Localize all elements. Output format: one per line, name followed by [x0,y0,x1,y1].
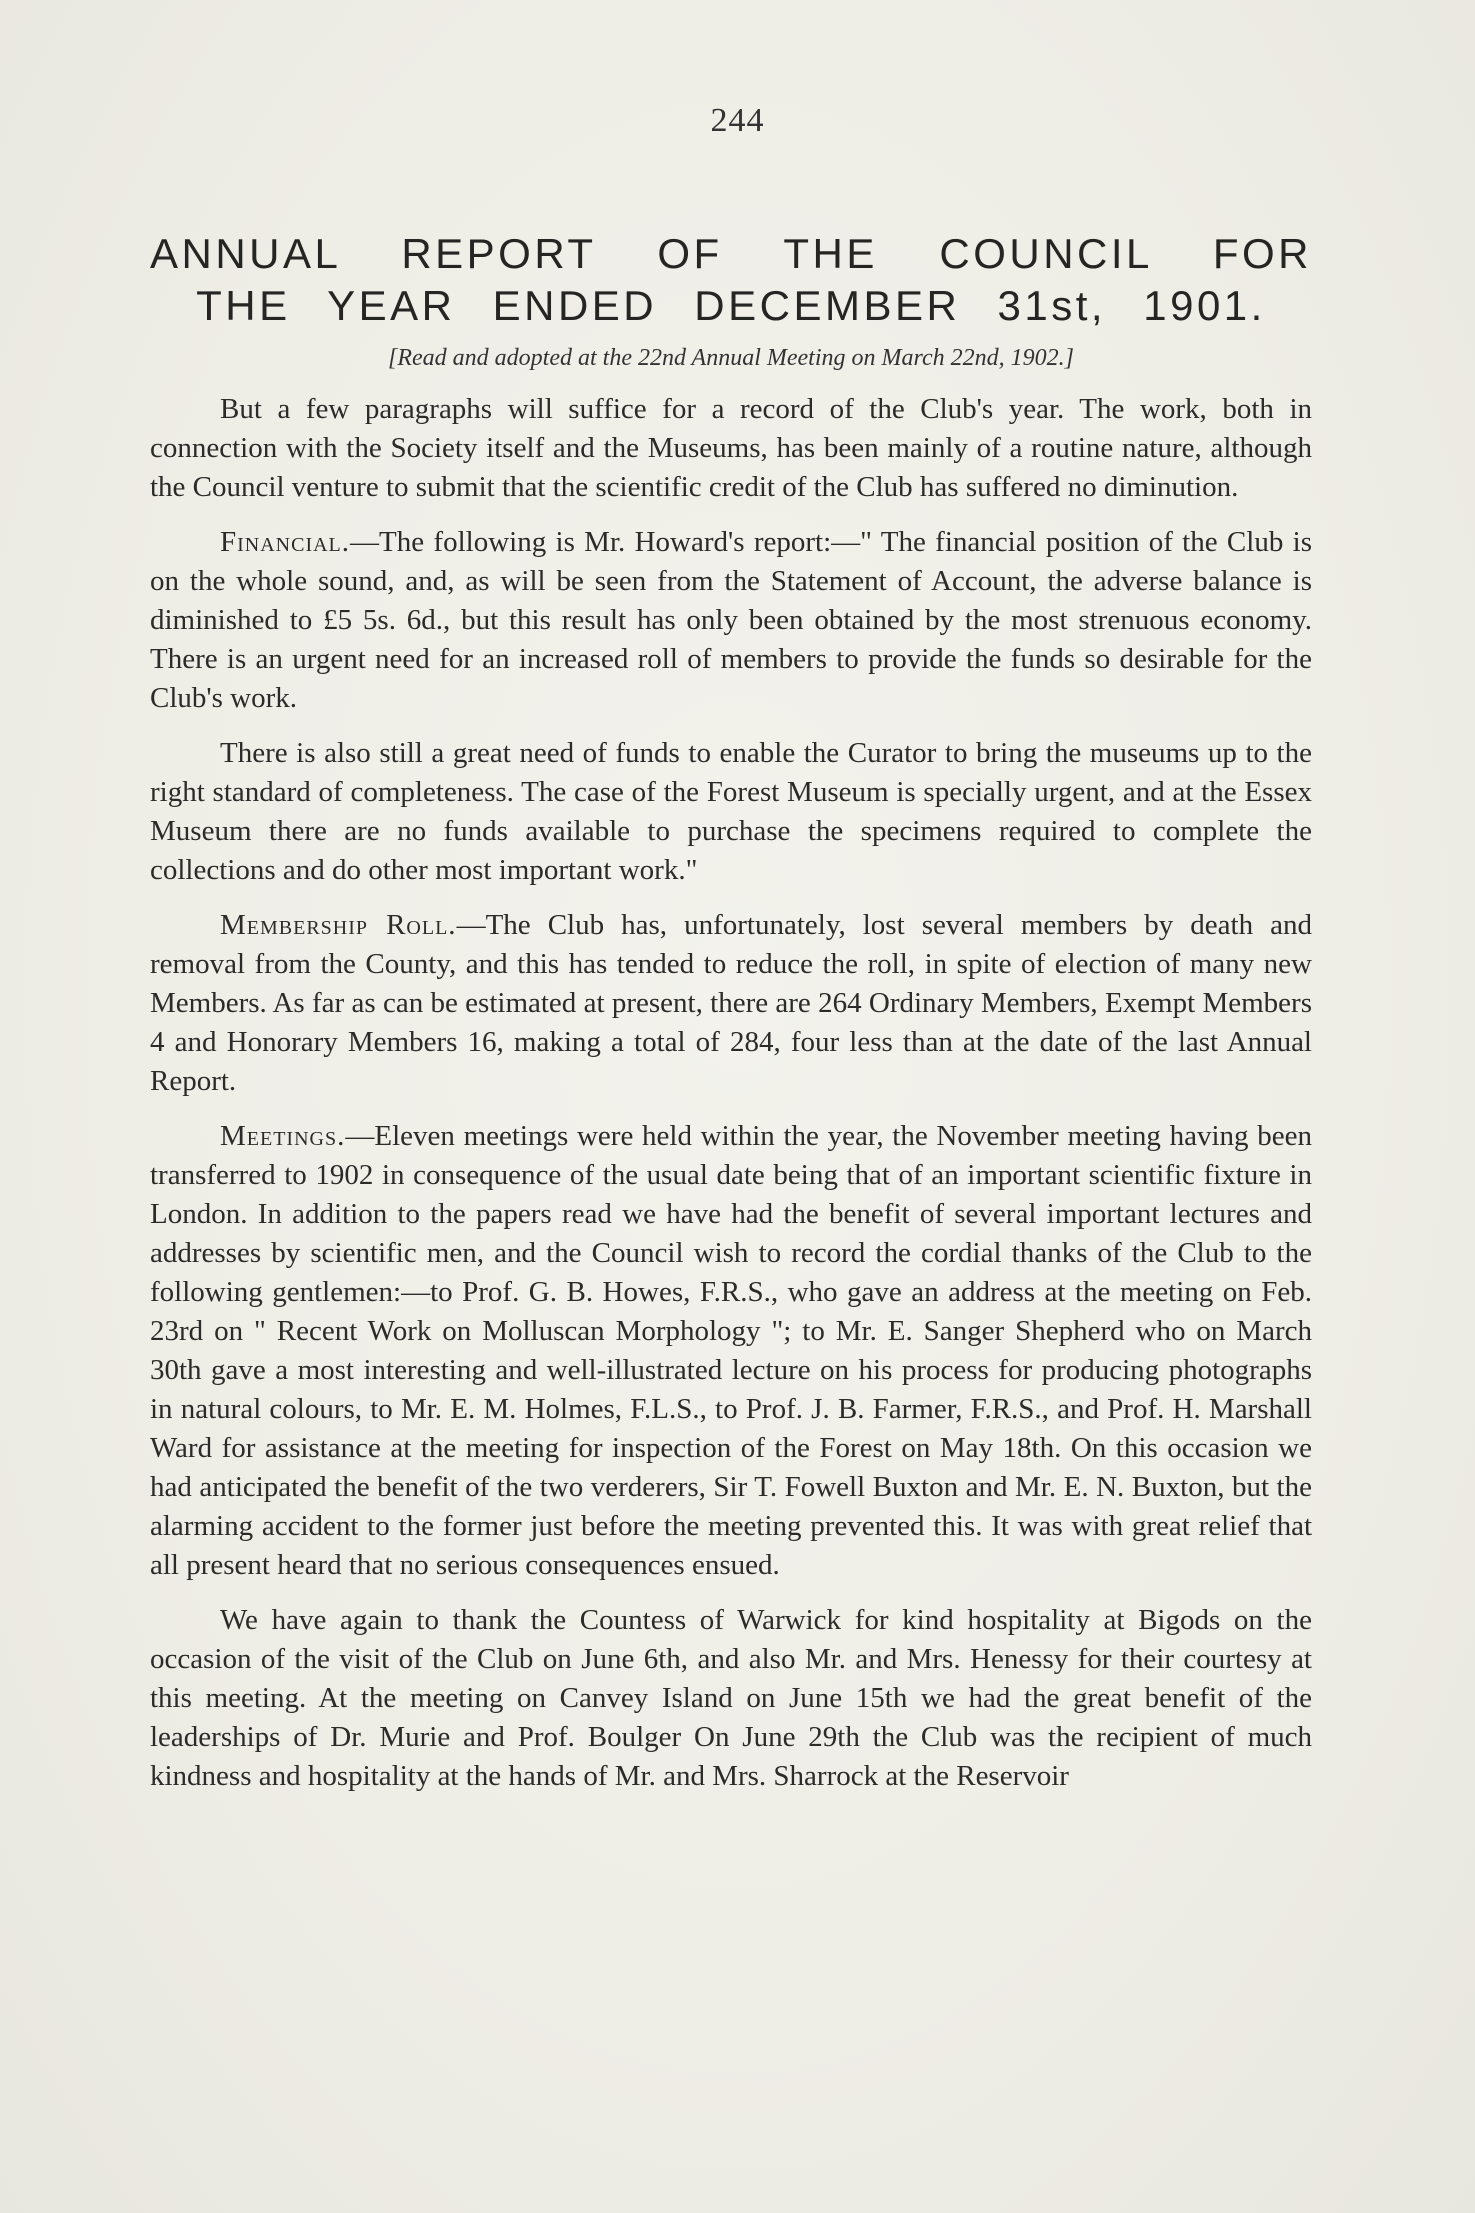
paragraph-text: —The following is Mr. Howard's report:—" The financial position of the Club is on the whole sound, and, as will be seen from the Statement of Account, the adverse balance is diminished to £5 5s. 6d., but this result has only been obtained by the most strenuous economy. There is an urgent need for an increased roll of members to provide the funds so desirable for the Club's work. [150,526,1312,714]
report-title [150,228,1312,332]
adoption-note: [Read and adopted at the 22nd Annual Meeting on March 22nd, 1902.] [388,345,1074,371]
paragraph-text: But a few paragraphs will suffice for a record of the Club's year. The work, both in connection with the Society itself and the Museums, has been mainly of a routine nature, although the Council venture to submit that the scientific credit of the Club has suffered no diminution. [150,393,1312,503]
page-number: 244 [710,102,765,139]
paragraph-text: There is also still a great need of funds to enable the Curator to bring the museums up to the right standard of completeness. The case of the Forest Museum is specially urgent, and at the Essex Museum there are no funds available to purchase the specimens required to complete the collections and do other most important work." [150,737,1312,886]
paragraph-financial [150,523,1312,718]
paragraph-funds [150,734,1312,890]
section-heading-membership: Membership Roll. [220,909,457,941]
paragraph-text: —Eleven meetings were held within the year, the November meeting having been transferred to 1902 in consequence of the usual date being that of an important scientific fixture in London. In addition to the papers read we have had the benefit of several important lectures and addresses by scientific men, and the Council wish to record the cordial thanks of the Club to the following gentlemen:—to Prof. G. B. Howes, F.R.S., who gave an address at the meeting on Feb. 23rd on " Recent Work on Molluscan Morphology "; to Mr. E. Sanger Shepherd who on March 30th gave a most interesting and well-illustrated lecture on his process for producing photographs in natural colours, to Mr. E. M. Holmes, F.L.S., to Prof. J. B. Farmer, F.R.S., and Prof. H. Marshall Ward for assistance at the meeting for inspection of the Forest on May 18th. On this occasion we had anticipated the benefit of the two verderers, Sir T. Fowell Buxton and Mr. E. N. Buxton, but the alarming accident to the former just before the meeting prevented this. It was with great relief that all present heard that no serious consequences ensued. [150,1120,1312,1581]
paragraph-text: We have again to thank the Countess of Warwick for kind hospitality at Bigods on the occasion of the visit of the Club on June 6th, and also Mr. and Mrs. Henessy for their courtesy at this meeting. At the meeting on Canvey Island on June 15th we had the great benefit of the leaderships of Dr. Murie and Prof. Boulger On June 29th the Club was the recipient of much kindness and hospitality at the hands of Mr. and Mrs. Sharrock at the Reservoir [150,1604,1312,1792]
title-line-1: ANNUAL REPORT OF THE COUNCIL FOR [150,230,1312,277]
paragraph-hospitality [150,1601,1312,1796]
paragraph-intro [150,390,1312,507]
paragraph-text: —The Club has, unfortunately, lost several members by death and removal from the County, and this has tended to reduce the roll, in spite of election of many new Members. As far as can be estimated at present, there are 264 Ordinary Members, Exempt Members 4 and Honorary Members 16, making a total of 284, four less than at the date of the last Annual Report. [150,909,1312,1097]
paragraph-membership [150,906,1312,1101]
report-body [150,390,1312,1812]
section-heading-meetings: Meetings. [220,1120,346,1152]
title-line-2: THE YEAR ENDED DECEMBER 31st, 1901. [196,282,1266,329]
section-heading-financial: Financial. [220,526,351,558]
paragraph-meetings [150,1117,1312,1585]
